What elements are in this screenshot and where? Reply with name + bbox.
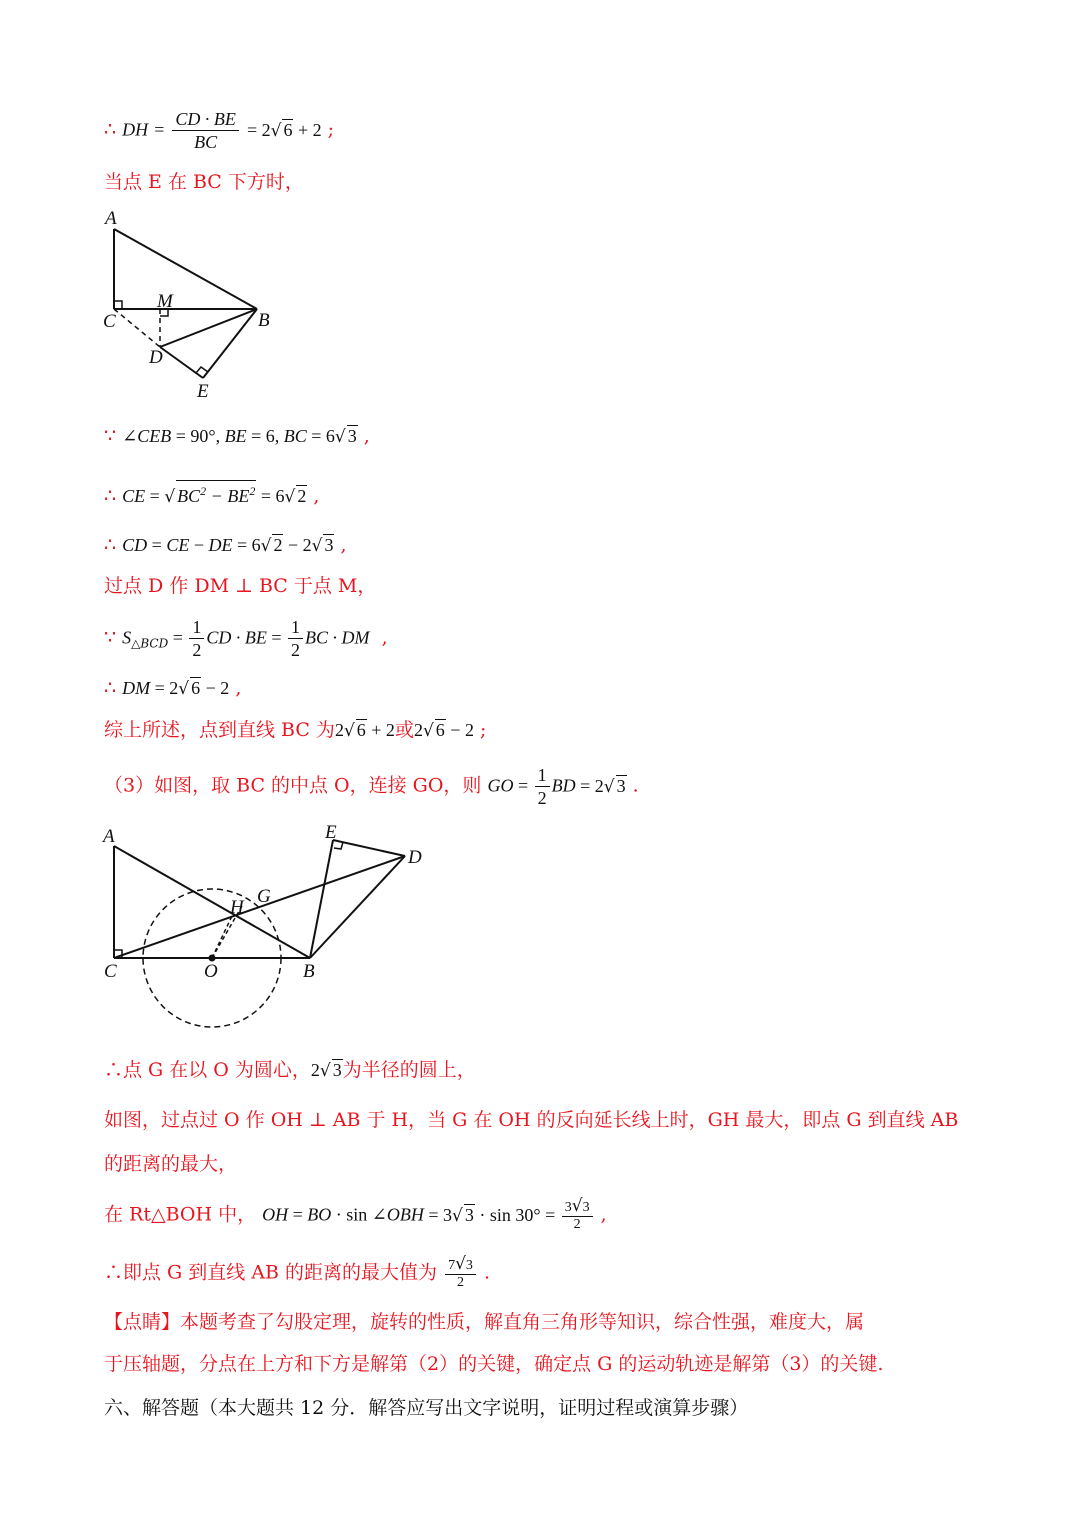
line-summary: 综上所述，点到直线 BC 为2√ 6 + 2或2√ 6 − 2 ; bbox=[104, 719, 487, 741]
line-cd: ∴ CD = CE − DE = 6√ 2 − 2√ 3 , bbox=[104, 534, 347, 556]
line-locus: ∴点 G 在以 O 为圆心，2√ 3为半径的圆上， bbox=[104, 1059, 476, 1081]
seg-ab bbox=[114, 846, 310, 958]
label-c: C bbox=[103, 311, 116, 332]
line-boh: 在 Rt△BOH 中， OH = BO · sin ∠OBH = 3√ 3 · sin 30° = $\frac{3√3}{2}$ , bbox=[104, 1196, 607, 1232]
label-c: C bbox=[104, 961, 117, 982]
seg-ed bbox=[333, 840, 405, 856]
line-draw-dm: 过点 D 作 DM ⊥ BC 于点 M， bbox=[104, 575, 377, 597]
line-area-bcd: ∵ $S_{\triangle BCD}$ = $\frac{1}{2}$ CD · BE = $\frac{1}{2}$ BC · DM , bbox=[104, 617, 388, 660]
line-dh-result: ∴ DH = $\frac{CD \cdot BE}{BC}$ = 2√ 6 + 2 ; bbox=[104, 109, 335, 152]
label-h: H bbox=[230, 897, 244, 918]
seg-bd bbox=[310, 856, 405, 958]
label-o: O bbox=[204, 961, 218, 982]
label-g: G bbox=[257, 886, 271, 907]
line-max-explanation-cont: 的距离的最大， bbox=[104, 1153, 238, 1175]
line-ce: ∴ CE = √ $BC^2 - BE^2 = 6√$ 2 , bbox=[104, 480, 319, 511]
line-part3-intro: （3）如图，取 BC 的中点 O，连接 GO，则 GO = $\frac{1}{2}$ BD = 2√ 3 . bbox=[104, 765, 639, 808]
label-m: M bbox=[157, 291, 173, 312]
comment-line-2: 于压轴题，分点在上方和下方是解第（2）的关键，确定点 G 的运动轨迹是解第（3）的关键. bbox=[104, 1353, 884, 1375]
line-given-ceb: ∵ ∠CEB = 90°, BE = 6, BC = 6√ 3 , bbox=[104, 425, 370, 447]
label-b: B bbox=[258, 310, 270, 331]
line-max-explanation: 如图，过点过 O 作 OH ⊥ AB 于 H，当 G 在 OH 的反向延长线上时，GH 最大，即点 G 到直线 AB bbox=[104, 1109, 959, 1131]
line-max-value: ∴即点 G 到直线 AB 的距离的最大值为 $\frac{7√3}{2}$ . bbox=[104, 1254, 491, 1290]
label-a: A bbox=[105, 208, 117, 229]
right-angle-e bbox=[196, 367, 208, 373]
right-angle-e bbox=[334, 842, 343, 849]
seg-ab bbox=[114, 229, 257, 309]
label-d: D bbox=[408, 847, 422, 868]
line-dm-result: ∴ DM = 2√ 6 − 2 , bbox=[104, 677, 242, 699]
comment-line-1: 【点睛】本题考查了勾股定理，旋转的性质，解直角三角形等知识，综合性强，难度大，属 bbox=[104, 1311, 865, 1333]
case-heading-below: 当点 E 在 BC 下方时， bbox=[104, 171, 304, 193]
seg-be bbox=[310, 840, 333, 958]
label-a: A bbox=[103, 826, 115, 847]
label-b: B bbox=[303, 961, 315, 982]
fraction-cdbe-over-bc: $\frac{CD \cdot BE}{BC}$ bbox=[172, 108, 239, 153]
right-angle-c bbox=[114, 301, 122, 309]
figure-case-below bbox=[95, 205, 295, 405]
label-e: E bbox=[325, 822, 337, 843]
label-d: D bbox=[149, 347, 163, 368]
seg-cd-dashed bbox=[114, 309, 160, 347]
section-heading-6: 六、解答题（本大题共 12 分．解答应写出文字说明，证明过程或演算步骤） bbox=[104, 1397, 749, 1419]
figure-part3 bbox=[95, 820, 435, 1035]
label-e: E bbox=[197, 381, 209, 402]
